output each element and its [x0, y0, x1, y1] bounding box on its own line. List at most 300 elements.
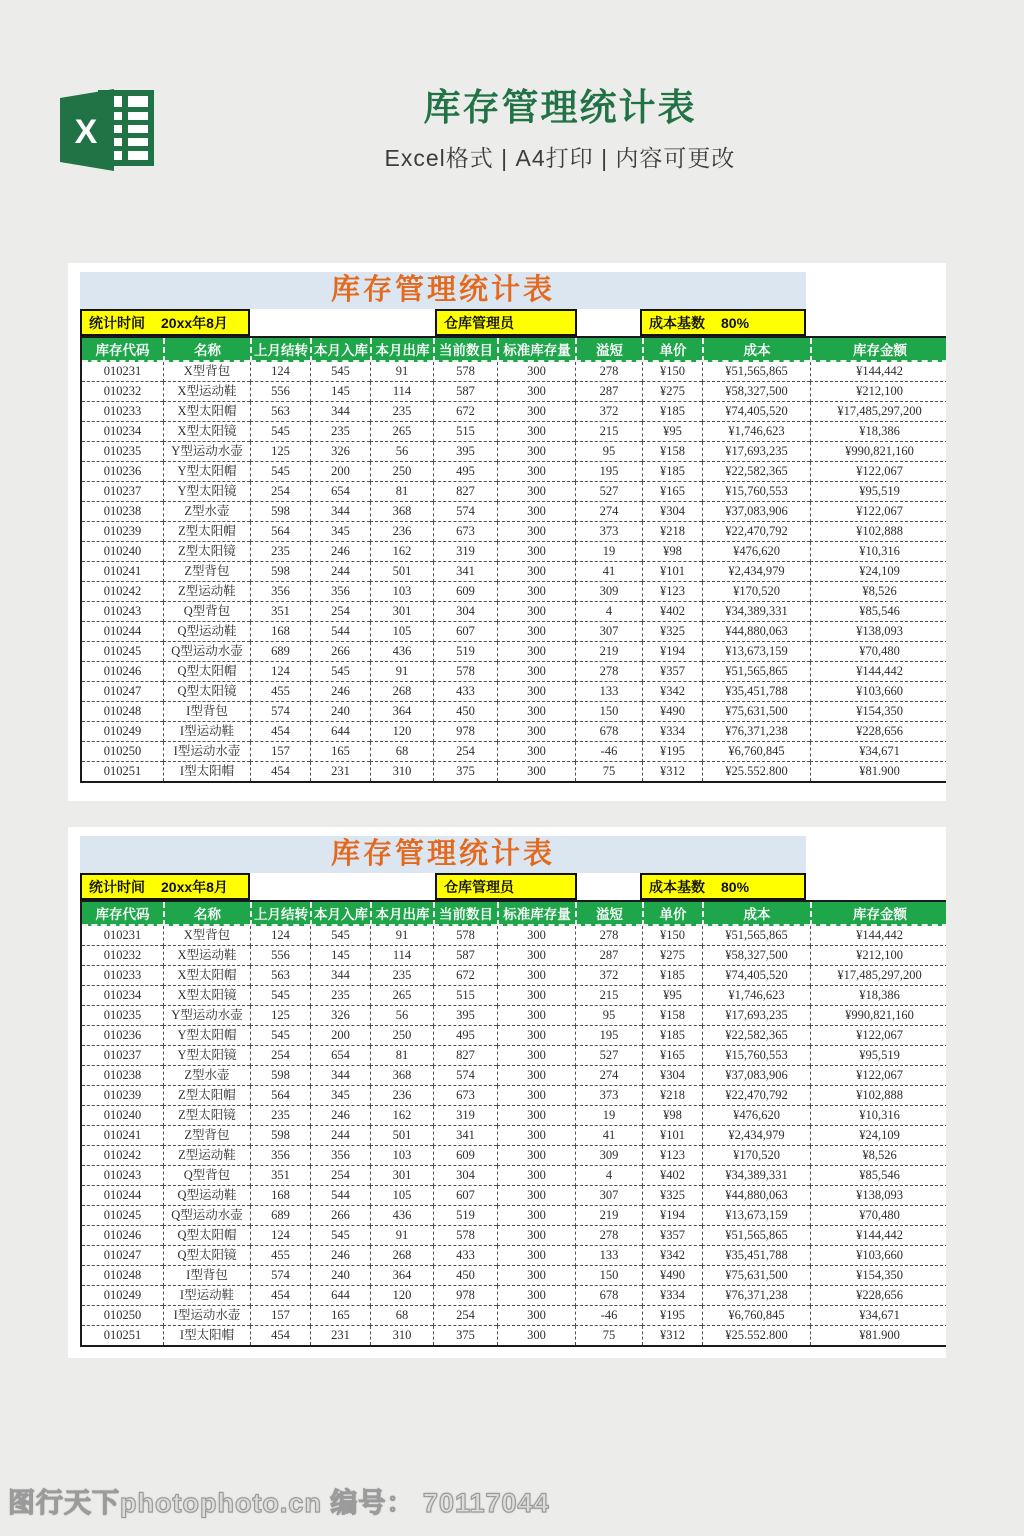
table-cell: 19 [575, 542, 642, 562]
table-cell: 300 [497, 442, 575, 462]
table-cell: 145 [310, 946, 370, 966]
table-cell: 231 [310, 762, 370, 781]
table-cell: X型太阳镜 [163, 422, 250, 442]
table-cell: 300 [497, 1066, 575, 1086]
table-cell: 81 [370, 1046, 433, 1066]
column-header: 本月入库 [310, 902, 370, 926]
column-header: 库存代码 [82, 338, 163, 362]
table-cell: I型背包 [163, 1266, 250, 1286]
table-row [82, 462, 946, 482]
table-cell: ¥103,660 [810, 682, 946, 702]
table-cell: 010240 [82, 542, 163, 562]
inventory-table [80, 900, 946, 1347]
table-cell: ¥18,386 [810, 986, 946, 1006]
table-cell: 433 [433, 1246, 497, 1266]
table-cell: 310 [370, 1326, 433, 1345]
table-cell: ¥158 [642, 442, 702, 462]
table-cell: Z型背包 [163, 562, 250, 582]
table-cell: 598 [250, 562, 310, 582]
table-cell: 326 [310, 1006, 370, 1026]
table-cell: Z型太阳帽 [163, 1086, 250, 1106]
table-cell: ¥10,316 [810, 1106, 946, 1126]
table-cell: 598 [250, 502, 310, 522]
table-cell: Q型背包 [163, 602, 250, 622]
table-cell: Q型背包 [163, 1166, 250, 1186]
table-cell: 310 [370, 762, 433, 781]
table-cell: 300 [497, 402, 575, 422]
table-cell: X型太阳镜 [163, 986, 250, 1006]
table-cell: ¥402 [642, 602, 702, 622]
table-cell: ¥990,821,160 [810, 442, 946, 462]
table-cell: 010248 [82, 1266, 163, 1286]
table-cell: ¥95 [642, 422, 702, 442]
table-cell: 368 [370, 1066, 433, 1086]
table-cell: ¥476,620 [702, 1106, 810, 1126]
table-cell: ¥35,451,788 [702, 682, 810, 702]
table-cell: I型运动鞋 [163, 1286, 250, 1306]
table-cell: 105 [370, 1186, 433, 1206]
table-row [82, 966, 946, 986]
table-cell: 56 [370, 442, 433, 462]
table-cell: 236 [370, 522, 433, 542]
table-cell: 235 [310, 986, 370, 1006]
table-cell: 010238 [82, 502, 163, 522]
table-cell: 344 [310, 502, 370, 522]
table-cell: ¥25.552.800 [702, 762, 810, 781]
table-cell: 010244 [82, 1186, 163, 1206]
table-cell: 162 [370, 542, 433, 562]
table-cell: ¥334 [642, 1286, 702, 1306]
table-cell: 319 [433, 1106, 497, 1126]
table-cell: ¥51,565,865 [702, 362, 810, 382]
table-cell: ¥8,526 [810, 1146, 946, 1166]
table-cell: 254 [250, 482, 310, 502]
table-cell: ¥51,565,865 [702, 926, 810, 946]
table-cell: 578 [433, 1226, 497, 1246]
table-cell: 219 [575, 1206, 642, 1226]
column-header: 本月入库 [310, 338, 370, 362]
table-cell: 563 [250, 402, 310, 422]
table-cell: 300 [497, 1086, 575, 1106]
table-cell: 124 [250, 662, 310, 682]
table-cell: 300 [497, 1126, 575, 1146]
table-cell: 010232 [82, 946, 163, 966]
table-cell: ¥51,565,865 [702, 662, 810, 682]
table-cell: 515 [433, 422, 497, 442]
table-row [82, 762, 946, 781]
table-cell: 309 [575, 582, 642, 602]
table-cell: ¥158 [642, 1006, 702, 1026]
table-cell: ¥123 [642, 1146, 702, 1166]
table-cell: 114 [370, 382, 433, 402]
table-cell: ¥138,093 [810, 1186, 946, 1206]
column-header: 上月结转 [250, 338, 310, 362]
table-row [82, 642, 946, 662]
table-cell: ¥95 [642, 986, 702, 1006]
table-cell: 010249 [82, 722, 163, 742]
table-cell: 195 [575, 462, 642, 482]
table-cell: 344 [310, 402, 370, 422]
table-row [82, 1286, 946, 1306]
table-cell: 574 [250, 702, 310, 722]
table-cell: 307 [575, 622, 642, 642]
table-cell: I型太阳帽 [163, 1326, 250, 1345]
table-cell: 010245 [82, 642, 163, 662]
table-cell: 515 [433, 986, 497, 1006]
stat-time-cell [80, 873, 250, 900]
table-cell: Q型太阳镜 [163, 1246, 250, 1266]
table-cell: 236 [370, 1086, 433, 1106]
table-cell: ¥2,434,979 [702, 562, 810, 582]
column-header: 单价 [642, 338, 702, 362]
table-cell: 319 [433, 542, 497, 562]
table-cell: 351 [250, 1166, 310, 1186]
table-cell: ¥170,520 [702, 1146, 810, 1166]
table-cell: X型太阳帽 [163, 966, 250, 986]
table-cell: 105 [370, 622, 433, 642]
table-cell: 287 [575, 946, 642, 966]
table-cell: 010235 [82, 442, 163, 462]
table-cell: 278 [575, 1226, 642, 1246]
stat-time-label: 统计时间 [89, 314, 145, 331]
column-header: 溢短 [575, 902, 642, 926]
table-cell: 300 [497, 622, 575, 642]
table-cell: 246 [310, 682, 370, 702]
table-cell: 244 [310, 1126, 370, 1146]
info-gap [250, 309, 435, 336]
table-cell: 125 [250, 442, 310, 462]
table-cell: ¥138,093 [810, 622, 946, 642]
table-cell: 268 [370, 682, 433, 702]
table-cell: ¥76,371,238 [702, 722, 810, 742]
table-cell: 454 [250, 722, 310, 742]
table-cell: 654 [310, 1046, 370, 1066]
table-cell: 609 [433, 582, 497, 602]
table-cell: 300 [497, 1306, 575, 1326]
table-cell: 454 [250, 762, 310, 781]
table-cell: Q型运动鞋 [163, 1186, 250, 1206]
table-cell: 162 [370, 1106, 433, 1126]
table-cell: 598 [250, 1126, 310, 1146]
page-header [0, 86, 1024, 196]
table-cell: 010247 [82, 682, 163, 702]
table-cell: 244 [310, 562, 370, 582]
table-cell: 246 [310, 1106, 370, 1126]
table-cell: ¥22,582,365 [702, 462, 810, 482]
table-cell: 010243 [82, 1166, 163, 1186]
table-cell: 300 [497, 1046, 575, 1066]
table-cell: Q型运动鞋 [163, 622, 250, 642]
table-cell: 274 [575, 502, 642, 522]
column-header: 标准库存量 [497, 338, 575, 362]
table-cell: 010247 [82, 1246, 163, 1266]
table-cell: ¥35,451,788 [702, 1246, 810, 1266]
table-cell: 556 [250, 946, 310, 966]
table-cell: 644 [310, 1286, 370, 1306]
table-row [82, 1046, 946, 1066]
table-cell: 300 [497, 582, 575, 602]
table-cell: 341 [433, 562, 497, 582]
table-cell: 165 [310, 1306, 370, 1326]
column-header: 标准库存量 [497, 902, 575, 926]
table-row [82, 442, 946, 462]
table-cell: 454 [250, 1286, 310, 1306]
table-cell: 300 [497, 502, 575, 522]
column-header: 库存金额 [810, 902, 946, 926]
table-row [82, 1166, 946, 1186]
table-cell: 351 [250, 602, 310, 622]
table-row [82, 682, 946, 702]
table-cell: 254 [433, 742, 497, 762]
table-row [82, 622, 946, 642]
table-cell: ¥44,880,063 [702, 622, 810, 642]
table-cell: 300 [497, 562, 575, 582]
table-cell: 103 [370, 1146, 433, 1166]
table-cell: ¥58,327,500 [702, 946, 810, 966]
table-cell: 356 [310, 582, 370, 602]
table-cell: ¥75,631,500 [702, 702, 810, 722]
table-row [82, 1066, 946, 1086]
table-cell: ¥357 [642, 662, 702, 682]
table-cell: ¥228,656 [810, 1286, 946, 1306]
table-cell: 157 [250, 742, 310, 762]
table-cell: 120 [370, 722, 433, 742]
table-cell: 574 [250, 1266, 310, 1286]
table-cell: ¥98 [642, 542, 702, 562]
table-cell: 544 [310, 622, 370, 642]
table-cell: 345 [310, 522, 370, 542]
table-cell: ¥6,760,845 [702, 1306, 810, 1326]
table-cell: 587 [433, 382, 497, 402]
table-cell: ¥37,083,906 [702, 1066, 810, 1086]
table-cell: 124 [250, 362, 310, 382]
table-row [82, 1086, 946, 1106]
cost-base-label: 成本基数 [649, 878, 705, 895]
table-cell: 235 [250, 1106, 310, 1126]
stat-time-label: 统计时间 [89, 878, 145, 895]
table-cell: 300 [497, 542, 575, 562]
table-row [82, 986, 946, 1006]
table-cell: ¥74,405,520 [702, 402, 810, 422]
table-cell: 300 [497, 1166, 575, 1186]
table-cell: Q型运动水壶 [163, 642, 250, 662]
table-cell: 501 [370, 562, 433, 582]
table-cell: 235 [250, 542, 310, 562]
table-cell: ¥22,582,365 [702, 1026, 810, 1046]
table-cell: 644 [310, 722, 370, 742]
table-cell: 304 [433, 1166, 497, 1186]
table-cell: ¥312 [642, 1326, 702, 1345]
table-cell: ¥304 [642, 1066, 702, 1086]
table-row [82, 722, 946, 742]
table-cell: 010241 [82, 562, 163, 582]
table-cell: 145 [310, 382, 370, 402]
table-row [82, 1146, 946, 1166]
table-cell: ¥102,888 [810, 1086, 946, 1106]
table-cell: 010239 [82, 1086, 163, 1106]
table-cell: ¥102,888 [810, 522, 946, 542]
table-cell: ¥165 [642, 1046, 702, 1066]
table-cell: 254 [250, 1046, 310, 1066]
table-cell: 433 [433, 682, 497, 702]
table-cell: ¥25.552.800 [702, 1326, 810, 1345]
table-cell: 545 [310, 1226, 370, 1246]
table-cell: -46 [575, 1306, 642, 1326]
table-cell: 219 [575, 642, 642, 662]
table-cell: 91 [370, 662, 433, 682]
table-cell: 368 [370, 502, 433, 522]
table-cell: 81 [370, 482, 433, 502]
table-cell: 574 [433, 502, 497, 522]
table-cell: ¥103,660 [810, 1246, 946, 1266]
table-cell: ¥70,480 [810, 1206, 946, 1226]
table-cell: ¥8,526 [810, 582, 946, 602]
table-cell: ¥2,434,979 [702, 1126, 810, 1146]
table-cell: 010240 [82, 1106, 163, 1126]
table-cell: 309 [575, 1146, 642, 1166]
table-cell: 010236 [82, 1026, 163, 1046]
table-cell: ¥357 [642, 1226, 702, 1246]
table-cell: ¥228,656 [810, 722, 946, 742]
table-cell: 254 [310, 602, 370, 622]
table-cell: 578 [433, 662, 497, 682]
table-cell: 356 [310, 1146, 370, 1166]
table-row [82, 1006, 946, 1026]
table-cell: I型太阳帽 [163, 762, 250, 781]
table-cell: 010242 [82, 582, 163, 602]
table-cell: X型运动鞋 [163, 946, 250, 966]
table-cell: ¥325 [642, 1186, 702, 1206]
table-cell: 304 [433, 602, 497, 622]
table-cell: ¥58,327,500 [702, 382, 810, 402]
table-cell: ¥122,067 [810, 1066, 946, 1086]
sheet-title-band [80, 836, 806, 873]
table-cell: 395 [433, 1006, 497, 1026]
table-cell: 300 [497, 422, 575, 442]
table-cell: I型运动水壶 [163, 1306, 250, 1326]
table-cell: 254 [433, 1306, 497, 1326]
table-cell: 454 [250, 1326, 310, 1345]
table-cell: 91 [370, 1226, 433, 1246]
table-cell: 200 [310, 1026, 370, 1046]
table-row [82, 482, 946, 502]
table-cell: 300 [497, 1146, 575, 1166]
table-cell: ¥17,693,235 [702, 442, 810, 462]
table-cell: 300 [497, 1246, 575, 1266]
table-cell: 450 [433, 1266, 497, 1286]
table-cell: 300 [497, 602, 575, 622]
column-header: 上月结转 [250, 902, 310, 926]
table-row [82, 1246, 946, 1266]
table-cell: 607 [433, 622, 497, 642]
table-cell: 609 [433, 1146, 497, 1166]
table-cell: Q型太阳帽 [163, 662, 250, 682]
table-cell: 300 [497, 722, 575, 742]
table-row [82, 742, 946, 762]
table-cell: ¥218 [642, 1086, 702, 1106]
header-row [82, 902, 946, 926]
table-cell: Q型太阳镜 [163, 682, 250, 702]
table-cell: ¥15,760,553 [702, 1046, 810, 1066]
table-cell: 215 [575, 986, 642, 1006]
table-cell: 300 [497, 1326, 575, 1345]
table-cell: ¥13,673,159 [702, 1206, 810, 1226]
table-cell: 010236 [82, 462, 163, 482]
table-cell: 345 [310, 1086, 370, 1106]
table-cell: 300 [497, 1286, 575, 1306]
table-cell: ¥150 [642, 362, 702, 382]
table-cell: 372 [575, 966, 642, 986]
table-cell: ¥81.900 [810, 762, 946, 781]
manager-label: 仓库管理员 [444, 878, 514, 895]
header-text [96, 86, 1024, 173]
table-cell: 300 [497, 926, 575, 946]
table-cell: ¥185 [642, 402, 702, 422]
table-cell: ¥275 [642, 946, 702, 966]
table-cell: 978 [433, 722, 497, 742]
table-cell: Z型太阳帽 [163, 522, 250, 542]
table-row [82, 1126, 946, 1146]
table-cell: ¥44,880,063 [702, 1186, 810, 1206]
table-row [82, 946, 946, 966]
excel-letter-x: X [74, 113, 98, 151]
table-cell: 827 [433, 1046, 497, 1066]
table-cell: 300 [497, 1006, 575, 1026]
table-cell: 300 [497, 1206, 575, 1226]
table-cell: X型背包 [163, 926, 250, 946]
table-row [82, 502, 946, 522]
table-row [82, 562, 946, 582]
table-cell: 678 [575, 722, 642, 742]
table-cell: ¥476,620 [702, 542, 810, 562]
table-cell: 266 [310, 1206, 370, 1226]
table-row [82, 602, 946, 622]
table-cell: ¥325 [642, 622, 702, 642]
table-cell: 673 [433, 1086, 497, 1106]
table-cell: 356 [250, 582, 310, 602]
table-cell: ¥185 [642, 966, 702, 986]
table-cell: Z型水壶 [163, 1066, 250, 1086]
table-cell: 95 [575, 1006, 642, 1026]
table-cell: ¥24,109 [810, 562, 946, 582]
table-cell: X型背包 [163, 362, 250, 382]
page-title: 库存管理统计表 [423, 87, 697, 128]
table-cell: 545 [250, 1026, 310, 1046]
table-cell: 195 [575, 1026, 642, 1046]
table-cell: 545 [310, 662, 370, 682]
table-cell: 689 [250, 1206, 310, 1226]
table-cell: 607 [433, 1186, 497, 1206]
table-cell: ¥154,350 [810, 702, 946, 722]
table-cell: 010251 [103, 1328, 142, 1343]
table-cell: 235 [370, 402, 433, 422]
table-row [82, 702, 946, 722]
cost-base-cell [640, 873, 806, 900]
table-cell: 010232 [82, 382, 163, 402]
table-cell: 364 [370, 702, 433, 722]
table-cell: 501 [370, 1126, 433, 1146]
table-cell: 010234 [82, 422, 163, 442]
table-cell: 978 [433, 1286, 497, 1306]
table-cell: ¥81.900 [810, 1326, 946, 1345]
table-cell: 578 [433, 362, 497, 382]
info-gap [250, 873, 435, 900]
table-cell: ¥144,442 [810, 662, 946, 682]
column-header: 成本 [702, 902, 810, 926]
table-cell: ¥51,565,865 [702, 1226, 810, 1246]
table-cell: ¥95,519 [810, 482, 946, 502]
table-cell: 326 [310, 442, 370, 462]
